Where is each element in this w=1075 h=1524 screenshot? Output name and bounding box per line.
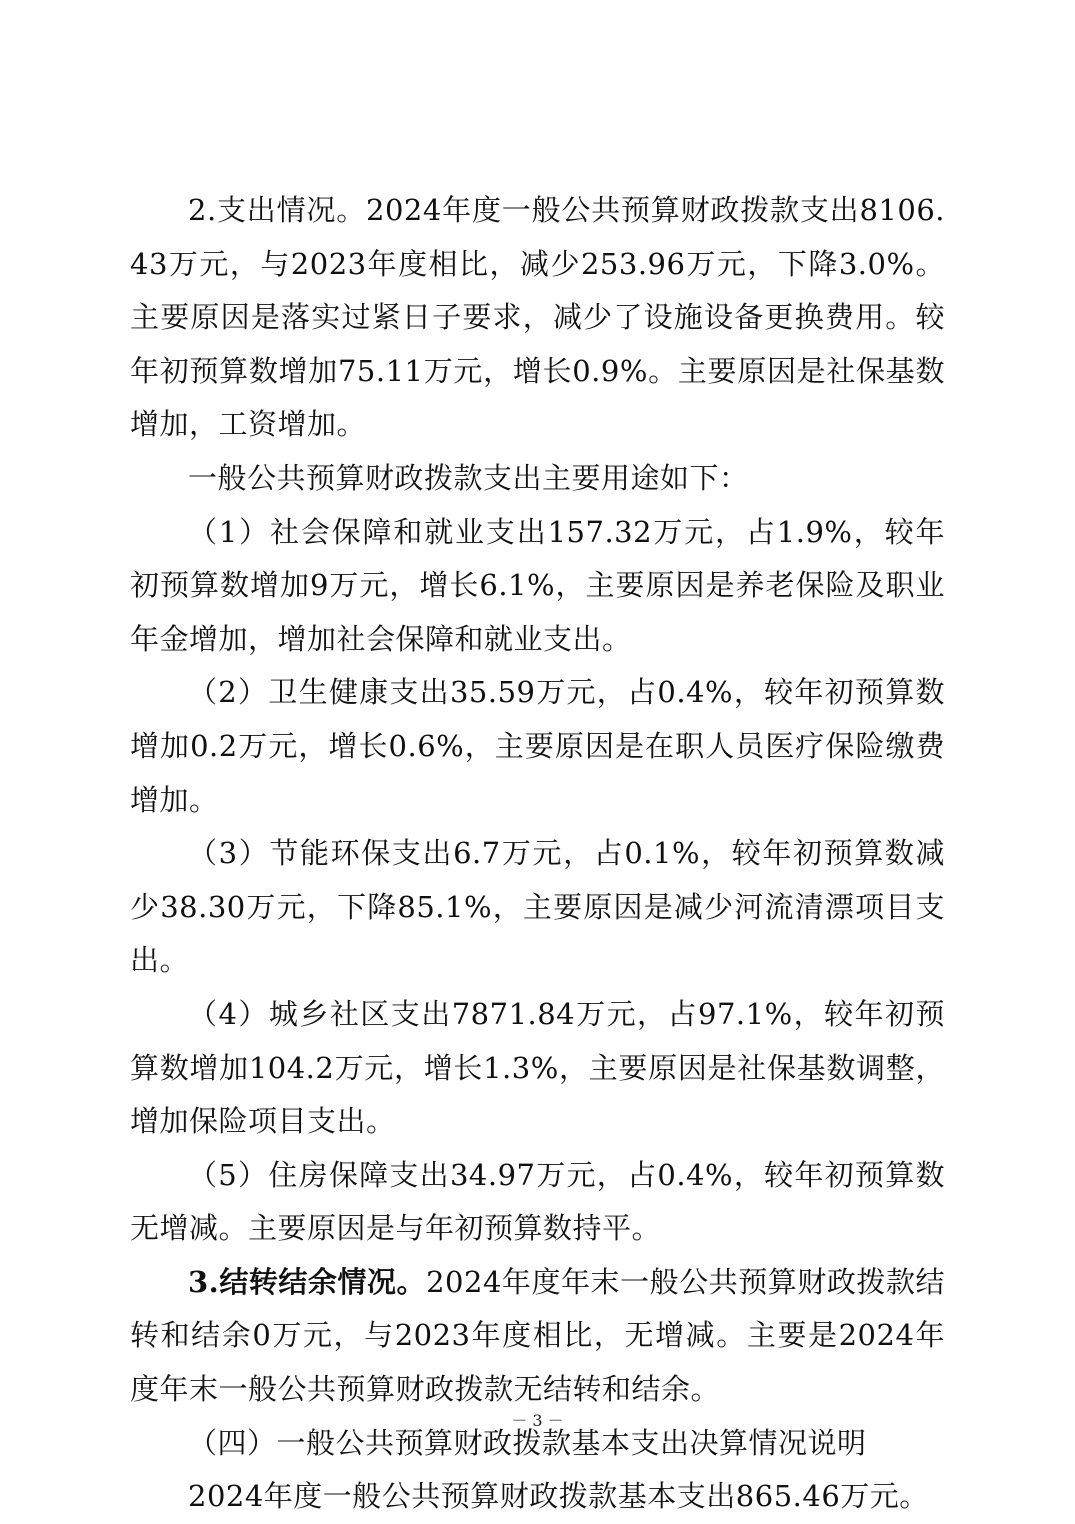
paragraph-text: （1）社会保障和就业支出157.32万元，占1.9%，较年初预算数增加9万元，增长6.1%，主要原因是养老保险及职业年金增加，增加社会保障和就业支出。 <box>130 514 945 656</box>
section-heading-text: （四）一般公共预算财政拨款基本支出决算情况说明 <box>188 1425 867 1460</box>
paragraph-text: （5）住房保障支出34.97万元，占0.4%，较年初预算数无增减。主要原因是与年初预算数持平。 <box>130 1157 945 1246</box>
paragraph-health <box>130 666 945 827</box>
paragraph-expenditure-overview <box>130 184 945 452</box>
paragraph-main-uses-intro <box>130 452 945 506</box>
paragraph-housing <box>130 1149 945 1256</box>
page-number: － 3 － <box>511 1411 564 1430</box>
paragraph-environment <box>130 827 945 988</box>
paragraph-carryover <box>130 1256 945 1417</box>
paragraph-text: （4）城乡社区支出7871.84万元，占97.1%，较年初预算数增加104.2万元，增长1.3%，主要原因是社保基数调整，增加保险项目支出。 <box>130 996 945 1139</box>
paragraph-urban-rural <box>130 988 945 1149</box>
paragraph-text: 2024年度年末一般公共预算财政拨款结转和结余0万元，与2023年度相比，无增减。主要是2024年度年末一般公共预算财政拨款无结转和结余。 <box>130 1264 945 1407</box>
paragraph-basic-expenditure <box>130 1470 945 1524</box>
paragraph-text: （3）节能环保支出6.7万元，占0.1%，较年初预算数减少38.30万元，下降85.1%，主要原因是减少河流清漂项目支出。 <box>130 836 945 978</box>
paragraph-text: 2024年度一般公共预算财政拨款基本支出865.46万元。 <box>188 1479 929 1514</box>
paragraph-text: （2）卫生健康支出35.59万元，占0.4%，较年初预算数增加0.2万元，增长0.6%，主要原因是在职人员医疗保险缴费增加。 <box>130 675 945 817</box>
document-body <box>130 184 945 1524</box>
paragraph-social-security <box>130 506 945 667</box>
paragraph-text: 一般公共预算财政拨款支出主要用途如下： <box>188 460 749 495</box>
paragraph-heading-bold: 3.结转结余情况。 <box>188 1264 427 1299</box>
paragraph-text: 2.支出情况。2024年度一般公共预算财政拨款支出8106.43万元，与2023年度相比，减少253.96万元，下降3.0%。主要原因是落实过紧日子要求，减少了设施设备更换费用。较年初预算数增加75.11万元，增长0.9%。主要原因是社保基数增加，工资增加。 <box>130 193 945 442</box>
